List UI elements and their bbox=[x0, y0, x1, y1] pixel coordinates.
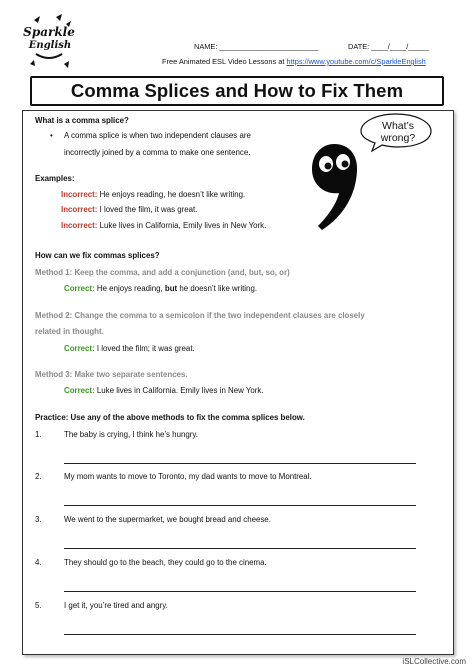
title-box bbox=[30, 76, 444, 106]
answer-line[interactable] bbox=[64, 505, 416, 506]
method-3-correct bbox=[64, 386, 264, 395]
bubble-line1: What’s bbox=[382, 120, 414, 132]
name-field[interactable]: NAME: ________________________ bbox=[194, 42, 319, 51]
method-3-text: Luke lives in California. Emily lives in New York. bbox=[96, 386, 264, 395]
fix-heading: How can we fix commas splices? bbox=[35, 251, 160, 260]
example-text: He enjoys reading, he doesn’t like writing. bbox=[99, 190, 246, 199]
incorrect-label: Incorrect: bbox=[61, 221, 98, 230]
footer-watermark: iSLCollective.com bbox=[402, 657, 466, 666]
method-3-heading: Method 3: Make two separate sentences. bbox=[35, 370, 188, 379]
method-1-part2: he doesn’t like writing. bbox=[179, 284, 258, 293]
method-1-correct bbox=[64, 284, 257, 293]
example-text: Luke lives in California, Emily lives in New York. bbox=[99, 221, 267, 230]
date-field[interactable]: DATE: ____/____/_____ bbox=[348, 42, 429, 51]
bubble-line2: wrong? bbox=[380, 132, 416, 144]
method-2-heading-line1: Method 2: Change the comma to a semicolon if the two independent clauses are closely bbox=[35, 311, 365, 320]
video-prefix: Free Animated ESL Video Lessons at bbox=[162, 57, 285, 66]
logo-line2: English bbox=[28, 40, 72, 51]
method-2-heading-line2: related in thought. bbox=[35, 327, 104, 336]
logo-line1: Sparkle bbox=[23, 25, 75, 39]
correct-label: Correct: bbox=[64, 386, 95, 395]
page-title: Comma Splices and How to Fix Them bbox=[70, 80, 404, 101]
practice-heading: Practice: Use any of the above methods to fix the comma splices below. bbox=[35, 413, 305, 422]
method-1-conjunction: but bbox=[164, 284, 178, 293]
practice-number: 1. bbox=[35, 430, 42, 439]
comma-character-icon bbox=[304, 138, 362, 234]
answer-line[interactable] bbox=[64, 548, 416, 549]
definition-line2: incorrectly joined by a comma to make one sentence. bbox=[64, 148, 251, 157]
practice-sentence: We went to the supermarket, we bought bread and cheese. bbox=[64, 515, 271, 524]
speech-bubble bbox=[358, 112, 434, 152]
practice-sentence: I get it, you’re tired and angry. bbox=[64, 601, 168, 610]
bullet-icon: • bbox=[50, 131, 53, 140]
definition-line1: A comma splice is when two independent clauses are bbox=[64, 131, 251, 140]
method-2-correct bbox=[64, 344, 195, 353]
practice-sentence: The baby is crying, I think he’s hungry. bbox=[64, 430, 198, 439]
incorrect-label: Incorrect: bbox=[61, 190, 98, 199]
practice-number: 4. bbox=[35, 558, 42, 567]
method-2-text: I loved the film; it was great. bbox=[96, 344, 195, 353]
youtube-link[interactable]: https://www.youtube.com/c/SparkleEnglish bbox=[286, 57, 426, 66]
answer-line[interactable] bbox=[64, 591, 416, 592]
practice-number: 2. bbox=[35, 472, 42, 481]
practice-sentence: My mom wants to move to Toronto, my dad wants to move to Montreal. bbox=[64, 472, 312, 481]
example-1 bbox=[61, 190, 245, 199]
practice-sentence: They should go to the beach, they could go to the cinema. bbox=[64, 558, 267, 567]
correct-label: Correct: bbox=[64, 284, 95, 293]
answer-line[interactable] bbox=[64, 463, 416, 464]
video-lessons-line bbox=[162, 57, 426, 66]
correct-label: Correct: bbox=[64, 344, 95, 353]
incorrect-label: Incorrect: bbox=[61, 205, 98, 214]
practice-number: 5. bbox=[35, 601, 42, 610]
example-3 bbox=[61, 221, 266, 230]
example-text: I loved the film, it was great. bbox=[99, 205, 198, 214]
what-heading: What is a comma splice? bbox=[35, 116, 129, 125]
method-1-heading: Method 1: Keep the comma, and add a conjunction (and, but, so, or) bbox=[35, 268, 290, 277]
example-2 bbox=[61, 205, 197, 214]
sparkle-english-logo bbox=[23, 14, 75, 72]
practice-number: 3. bbox=[35, 515, 42, 524]
answer-line[interactable] bbox=[64, 634, 416, 635]
examples-heading: Examples: bbox=[35, 174, 75, 183]
method-1-part1: He enjoys reading, bbox=[96, 284, 163, 293]
